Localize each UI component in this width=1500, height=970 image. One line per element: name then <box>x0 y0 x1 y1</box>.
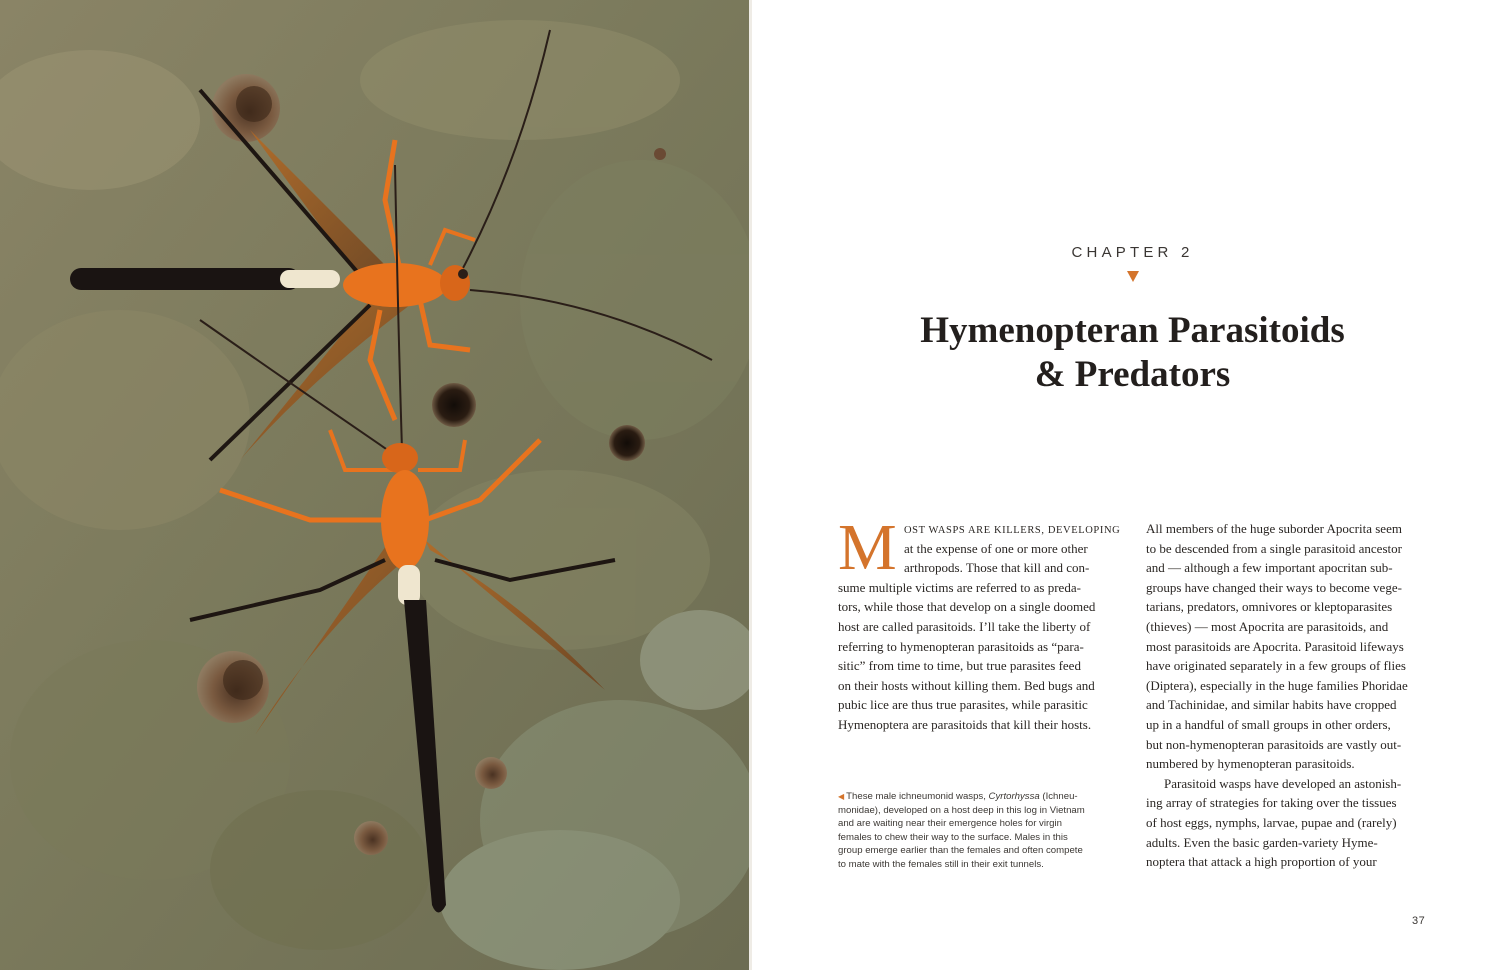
body-column-right <box>1146 519 1424 872</box>
body-line: adults. Even the basic garden-variety Hyme- <box>1146 834 1378 850</box>
caption-line: group emerge earlier than the females and often compete <box>838 845 1083 857</box>
body-line: Parasitoid wasps have developed an astonish- <box>1164 775 1402 791</box>
body-line: host are called parasitoids. I’ll take the liberty of <box>838 618 1091 634</box>
body-line: and — although a few important apocritan sub- <box>1146 560 1393 576</box>
caption-line: females to chew their way to the surface. Males in this <box>838 831 1068 843</box>
body-line: All members of the huge suborder Apocrita seem <box>1146 521 1402 536</box>
body-line: arthropods. Those that kill and con- <box>904 560 1090 576</box>
chapter-title-line-2: & Predators <box>1034 354 1231 395</box>
body-column-left <box>838 519 1120 735</box>
body-line: on their hosts without killing them. Bed bugs and <box>838 677 1095 693</box>
lead-small-caps-2: DEVELOPING <box>1047 525 1121 536</box>
page-number: 37 <box>1412 915 1426 927</box>
body-line: have originated separately in a few groups of flies <box>1146 658 1406 674</box>
chapter-title <box>860 309 1405 397</box>
body-line: but non-hymenopteran parasitoids are vastly out- <box>1146 736 1402 752</box>
body-line: (thieves) — most Apocrita are parasitoids, and <box>1146 618 1389 634</box>
caption-genus: Cyrtorhyssa <box>988 791 1040 802</box>
triangle-down-icon <box>1127 271 1139 282</box>
lead-line <box>838 519 1120 539</box>
body-line: (Diptera), especially in the huge families Phoridae <box>1146 677 1408 693</box>
drop-cap: M <box>838 511 897 584</box>
caption-suffix: (Ichneu- <box>1039 791 1078 802</box>
caption-line: to mate with the females still in their exit tunnels. <box>838 858 1044 870</box>
body-line: to be descended from a single parasitoid ancestor <box>1146 540 1402 556</box>
triangle-left-icon: ◀ <box>838 792 845 801</box>
body-line: sitic” from time to time, but true parasites feed <box>838 658 1081 674</box>
caption-line: monidae), developed on a host deep in this log in Vietnam <box>838 804 1085 816</box>
body-line: referring to hymenopteran parasitoids as “para- <box>838 638 1084 654</box>
chapter-label: CHAPTER 2 <box>1071 244 1194 261</box>
body-line: at the expense of one or more other <box>904 540 1088 556</box>
page-gutter <box>749 0 752 970</box>
lead-small-caps: OST WASPS ARE KILLERS, <box>904 525 1045 536</box>
body-line: tarians, predators, omnivores or kleptoparasites <box>1146 599 1393 615</box>
body-line: groups have changed their ways to become vege- <box>1146 579 1402 595</box>
photo-caption <box>838 790 1113 872</box>
caption-prefix: These male ichneumonid wasps, <box>846 791 989 802</box>
body-line: pubic lice are thus true parasites, while parasitic <box>838 697 1088 713</box>
wasp-photo <box>0 0 749 970</box>
chapter-title-line-1: Hymenopteran Parasitoids <box>920 310 1345 351</box>
body-line: numbered by hymenopteran parasitoids. <box>1146 756 1355 772</box>
caption-line <box>838 790 1113 804</box>
caption-line: and are waiting near their emergence holes for virgin <box>838 818 1062 830</box>
body-line: of host eggs, nymphs, larvae, pupae and (rarely) <box>1146 814 1397 830</box>
body-line: sume multiple victims are referred to as preda- <box>838 579 1081 595</box>
body-line: noptera that attack a high proportion of your <box>1146 854 1377 870</box>
body-line: ing array of strategies for taking over the tissues <box>1146 795 1397 811</box>
body-line: and Tachinidae, and similar habits have cropped <box>1146 697 1397 713</box>
body-line: most parasitoids are Apocrita. Parasitoid lifeways <box>1146 638 1404 654</box>
body-line: tors, while those that develop on a single doomed <box>838 599 1096 615</box>
body-line: up in a handful of small groups in other orders, <box>1146 716 1391 732</box>
photo-illustration <box>0 0 749 970</box>
body-line: Hymenoptera are parasitoids that kill their hosts. <box>838 716 1092 732</box>
